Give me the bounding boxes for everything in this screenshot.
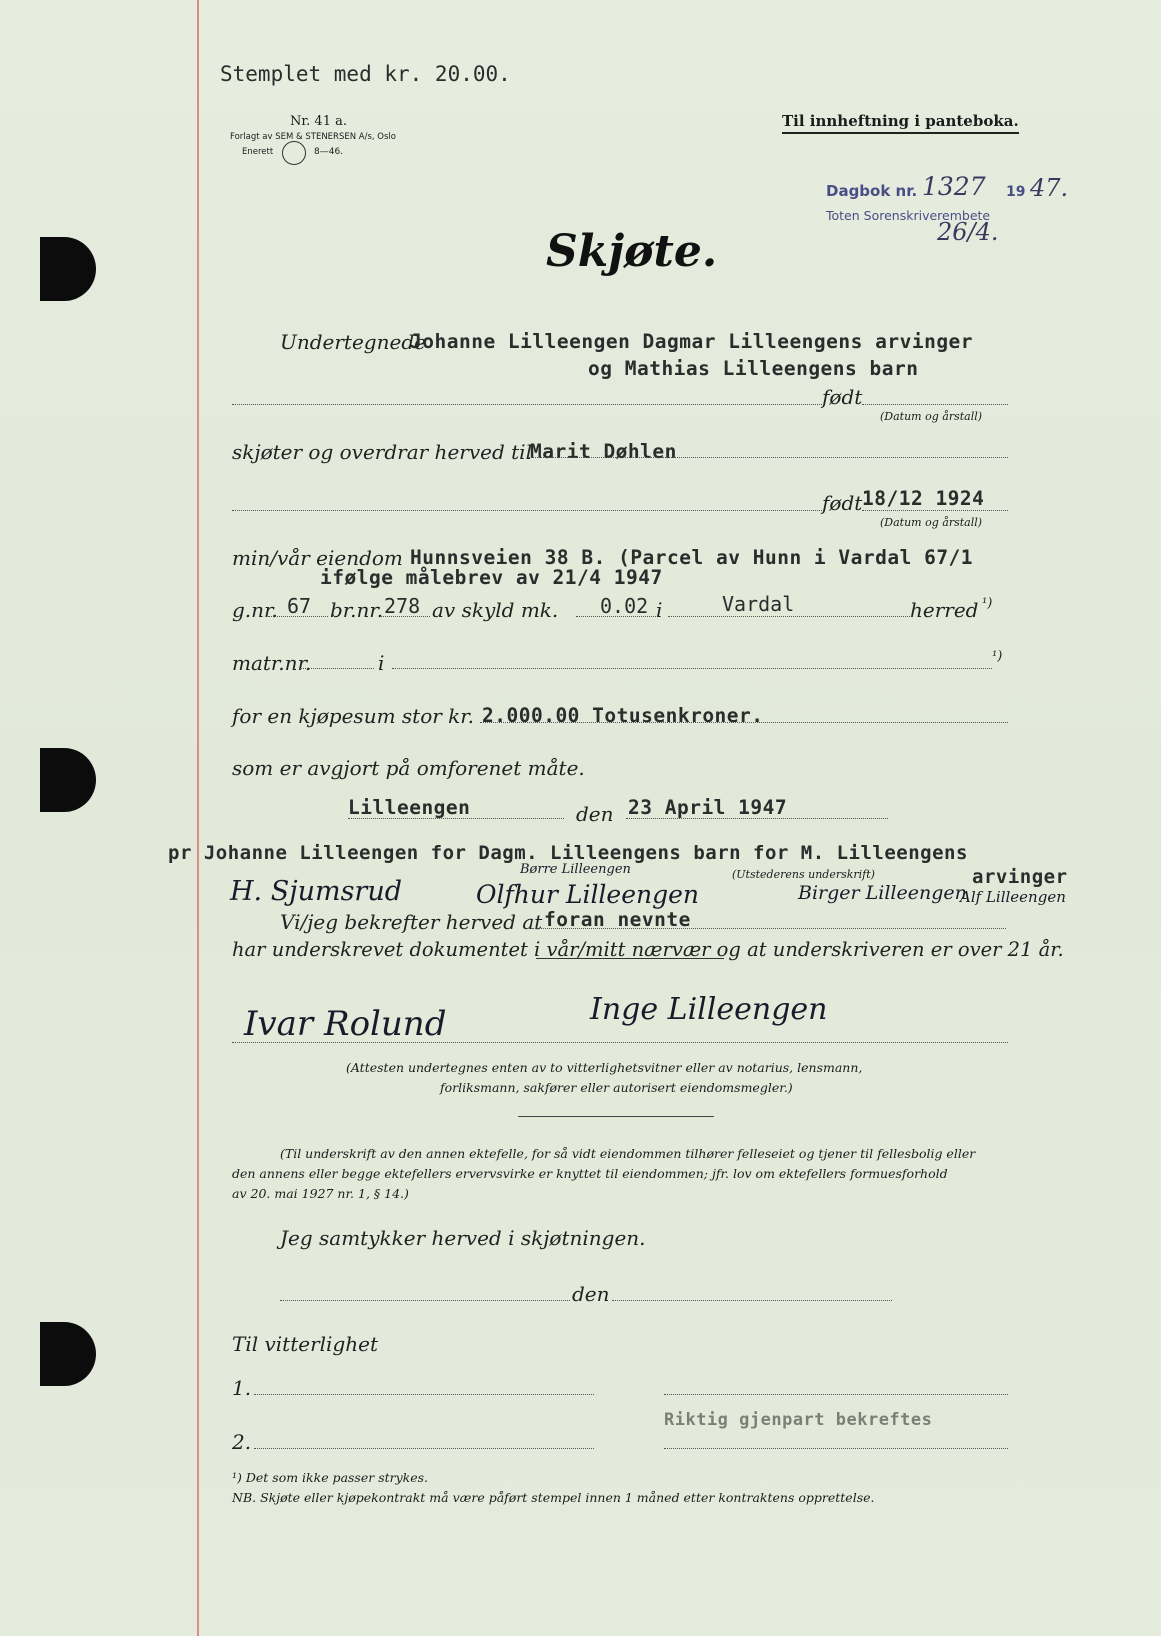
witness-signature-1: Ivar Rolund	[244, 1004, 447, 1044]
witness-line1: Vi/jeg bekrefter herved at	[280, 910, 543, 934]
attestation-number-1: 1.	[232, 1376, 252, 1400]
issuer-typed-line1: pr Johanne Lilleengen for Dagm. Lilleengens barn for M. Lilleengens	[168, 842, 968, 864]
seller-name-line2: og Mathias Lilleengens barn	[588, 357, 919, 380]
witness-line2: har underskrevet dokumentet i vår/mitt nærvær og at underskriveren er over 21 år.	[232, 938, 1064, 961]
publisher-rights: Enerett	[242, 147, 274, 157]
herred-label: herred	[910, 598, 979, 622]
price-value: 2.000.00 Totusenkroner.	[482, 704, 764, 727]
consent-den-label: den	[572, 1282, 610, 1306]
gnr-value: 67	[287, 594, 312, 618]
buyer-name: Marit Døhlen	[530, 440, 677, 463]
attestation-label: Til vitterlighet	[232, 1332, 379, 1356]
issuer-signature-4: Birger Lilleengen	[798, 882, 967, 904]
filing-note: Til innheftning i panteboka.	[782, 112, 1019, 134]
binder-hole-middle	[40, 748, 96, 812]
matr-i-label: i	[378, 651, 385, 675]
issuer-signature-5: Alf Lilleengen	[960, 888, 1066, 906]
herred-value: Vardal	[722, 592, 795, 616]
gnr-label: g.nr.	[232, 598, 278, 622]
buyer-born-caption: (Datum og årstall)	[880, 516, 983, 529]
margin-line	[197, 0, 199, 1636]
seller-label: Undertegnede	[280, 330, 426, 354]
publisher-line: Forlagt av SEM & STENERSEN A/s, Oslo	[230, 132, 396, 142]
registry-office: Toten Sorenskriverembete	[826, 208, 991, 223]
price-label: for en kjøpesum stor kr.	[232, 704, 475, 728]
property-line2: ifølge målebrev av 21/4 1947	[320, 566, 663, 589]
place: Lilleengen	[348, 796, 471, 819]
registry-year-prefix: 19	[1006, 184, 1026, 200]
seller-name-line1: Johanne Lilleengen Dagmar Lilleengens arvinger	[410, 330, 974, 353]
property-line1: Hunnsveien 38 B. (Parcel av Hunn i Vardal 67/1	[410, 546, 974, 569]
buyer-born-value: 18/12 1924	[862, 487, 985, 510]
issuer-typed-line2: arvinger	[972, 866, 1068, 888]
property-label: min/vår eiendom	[232, 546, 403, 570]
consent-text: Jeg samtykker herved i skjøtningen.	[280, 1226, 646, 1250]
skyld-i-label: i	[656, 598, 663, 622]
skyld-label: av skyld mk.	[432, 598, 559, 622]
stamp-note: Stemplet med kr. 20.00.	[220, 62, 511, 86]
brnr-value: 278	[384, 594, 421, 618]
footer-note-2: NB. Skjøte eller kjøpekontrakt må være påført stempel innen 1 måned etter kontraktens opprettelse.	[232, 1490, 875, 1505]
attestation-number-2: 2.	[232, 1430, 252, 1454]
spouse-note-line1: (Til underskrift av den annen ektefelle, for så vidt eiendommen tilhører felleseiet og tjener til fellesbolig eller	[280, 1146, 976, 1161]
issuer-caption: (Utstederens underskrift)	[732, 868, 875, 881]
settled-text: som er avgjort på omforenet måte.	[232, 756, 585, 780]
seller-born-caption: (Datum og årstall)	[880, 410, 983, 423]
spouse-note-line3: av 20. mai 1927 nr. 1, § 14.)	[232, 1186, 409, 1201]
den-label: den	[576, 802, 614, 826]
copy-confirmation-stamp: Riktig gjenpart bekreftes	[664, 1410, 933, 1430]
binder-hole-bottom	[40, 1322, 96, 1386]
witness-note-line1: (Attesten undertegnes enten av to vitterlighetsvitner eller av notarius, lensmann,	[346, 1060, 863, 1075]
brnr-label: br.nr.	[330, 598, 384, 622]
registry-date: 26/4.	[937, 218, 999, 246]
publisher-date: 8—46.	[314, 147, 344, 157]
registry-number: 1327	[922, 172, 986, 201]
witness-note-line2: forliksmann, sakfører eller autorisert eiendomsmegler.)	[440, 1080, 793, 1095]
matr-footnote-mark: ¹)	[992, 649, 1003, 664]
seller-born-label: født	[822, 385, 863, 409]
herred-footnote-mark: ¹)	[982, 596, 993, 611]
footer-note-1: ¹) Det som ikke passer strykes.	[232, 1470, 429, 1485]
registry-stamp-label: Dagbok nr.	[826, 182, 918, 200]
publisher-logo	[282, 141, 306, 165]
buyer-label: skjøter og overdrar herved til	[232, 440, 532, 464]
binder-hole-top	[40, 237, 96, 301]
issuer-signature-1: H. Sjumsrud	[230, 876, 403, 907]
skyld-value: 0.02	[600, 594, 649, 618]
form-number: Nr. 41 a.	[290, 114, 347, 129]
sign-date: 23 April 1947	[628, 796, 788, 819]
spouse-note-line2: den annens eller begge ektefellers ervervsvirke er knyttet til eiendommen; jfr. lov om ektefellers formuesforhold	[232, 1166, 948, 1181]
registry-year: 47.	[1030, 174, 1069, 202]
witness-line1-typed: foran nevnte	[544, 908, 691, 931]
document-title: Skjøte.	[546, 226, 718, 277]
witness-signature-2: Inge Lilleengen	[590, 992, 828, 1027]
matr-label: matr.nr.	[232, 651, 312, 675]
issuer-signature-2: Børre Lilleengen	[520, 862, 631, 877]
issuer-signature-3: Olfhur Lilleengen	[476, 880, 700, 909]
buyer-born-label: født	[822, 491, 863, 515]
